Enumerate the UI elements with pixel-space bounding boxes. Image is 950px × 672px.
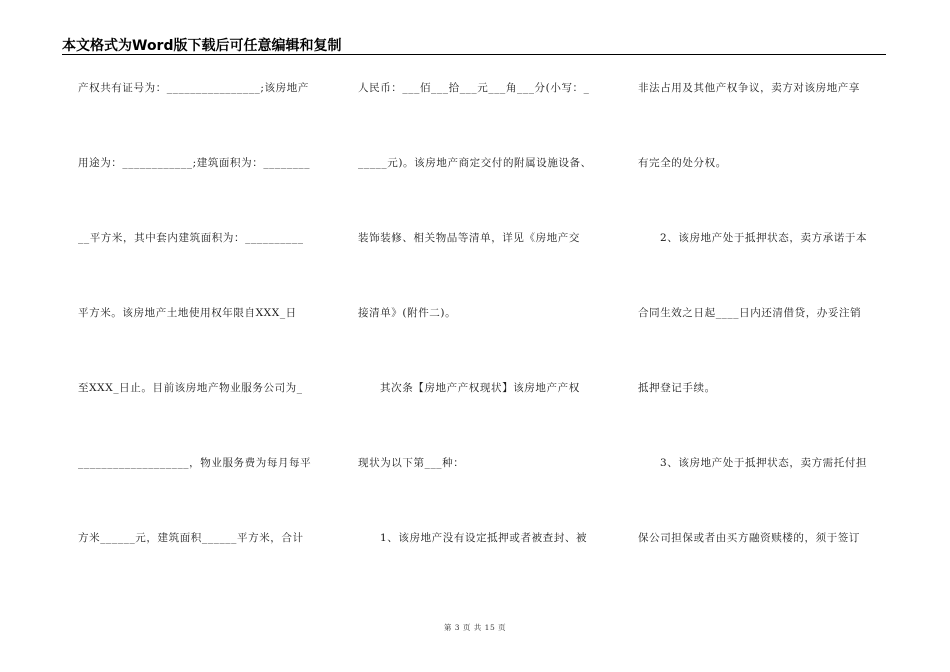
text-line: 产权共有证号为：________________;该房地产 bbox=[78, 82, 309, 94]
text-line: 平方米。该房地产土地使用权年限自XXX_日 bbox=[78, 307, 297, 319]
text-line: 抵押登记手续。 bbox=[638, 382, 716, 394]
text-line: _____元)。该房地产商定交付的附属设施设备、 bbox=[358, 157, 592, 169]
text-line: 接清单》(附件二)。 bbox=[358, 307, 457, 319]
text-line: 人民币：___佰___拾___元___角___分(小写：_ bbox=[358, 82, 590, 94]
text-line: 现状为以下第___种： bbox=[358, 457, 465, 469]
text-line: ___________________，物业服务费为每月每平 bbox=[78, 457, 312, 469]
text-line: 方米______元，建筑面积______平方米，合计 bbox=[78, 532, 304, 544]
text-line: 合同生效之日起____日内还清借贷，办妥注销 bbox=[638, 307, 862, 319]
page-header-title: 本文格式为Word版下载后可任意编辑和复制 bbox=[62, 38, 342, 54]
list-item: 1、该房地产没有设定抵押或者被查封、被 bbox=[380, 532, 588, 544]
text-line: 非法占用及其他产权争议，卖方对该房地产享 bbox=[638, 82, 860, 94]
text-line: 装饰装修、相关物品等清单，详见《房地产交 bbox=[358, 232, 580, 244]
list-item: 3、该房地产处于抵押状态，卖方需托付担 bbox=[660, 457, 868, 469]
text-line: 至XXX_日止。目前该房地产物业服务公司为_ bbox=[78, 382, 303, 394]
text-line: 有完全的处分权。 bbox=[638, 157, 727, 169]
article-heading: 其次条【房地产产权现状】该房地产产权 bbox=[380, 382, 580, 394]
text-line: 用途为：____________;建筑面积为：________ bbox=[78, 157, 311, 169]
text-line: 保公司担保或者由买方融资赎楼的，须于签订 bbox=[638, 532, 860, 544]
text-line: __平方米，其中套内建筑面积为：__________ bbox=[78, 232, 304, 244]
page-header bbox=[62, 34, 886, 55]
list-item: 2、该房地产处于抵押状态，卖方承诺于本 bbox=[660, 232, 868, 244]
page-number: 第 3 页 共 15 页 bbox=[443, 623, 507, 632]
